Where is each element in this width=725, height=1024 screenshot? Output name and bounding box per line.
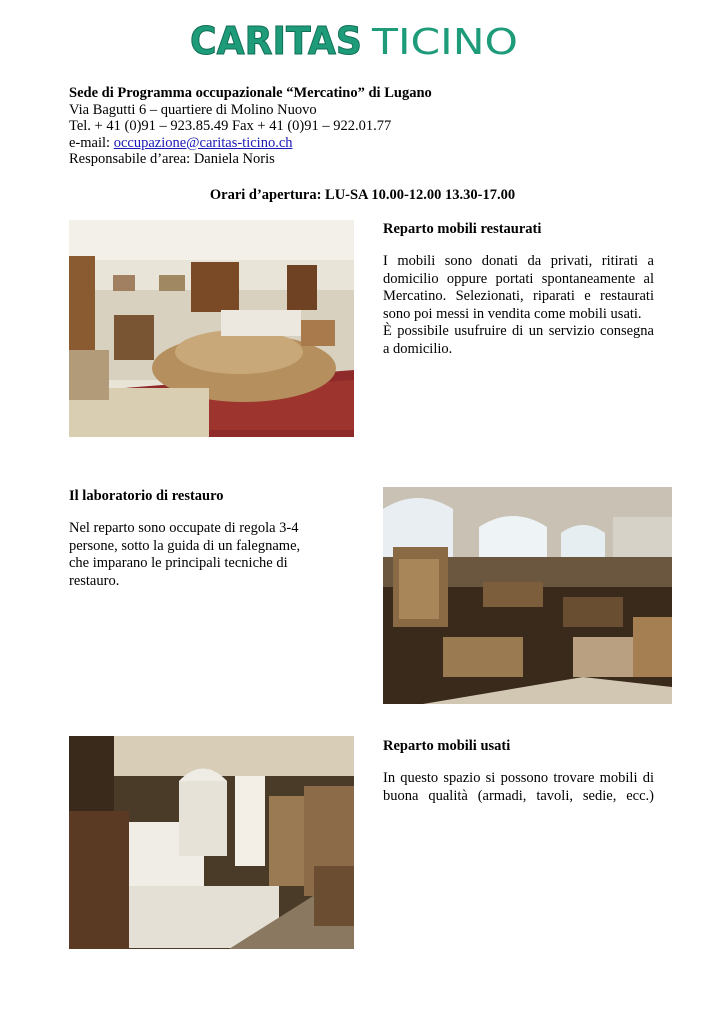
svg-text:TICINO: TICINO [370,22,518,62]
section1-text [383,253,654,358]
section1-line: domicilio oppure portati spontaneamente al [383,270,654,287]
office-title: Sede di Programma occupazionale “Mercatino” di Lugano [69,85,432,101]
email-label: e-mail: [69,134,114,151]
section3-text [383,770,654,805]
address: Via Bagutti 6 – quartiere di Molino Nuovo [69,101,317,118]
section1-line: Mercatino. Selezionati, riparati e restaurati [383,288,654,304]
section2-text [69,520,319,590]
svg-text:CARITAS: CARITAS [190,20,362,62]
section2-title: Il laboratorio di restauro [69,488,224,504]
section2-line: persone, sotto la guida di un falegname, [69,537,301,554]
contact-block [69,85,629,168]
section2-line: che imparano le principali tecniche di [69,555,288,571]
section2-line: restauro. [69,572,120,589]
section1-line: I mobili sono donati da privati, ritirati a [383,253,654,269]
section3-title: Reparto mobili usati [383,738,511,754]
phone-fax: Tel. + 41 (0)91 – 923.85.49 Fax + 41 (0)91 – 922.01.77 [69,118,392,134]
email-line [69,135,629,152]
section2-line: Nel reparto sono occupate di regola 3-4 [69,520,299,536]
area-manager: Responsabile d’area: Daniela Noris [69,151,275,167]
restored-furniture-photo [69,220,354,437]
section3-line: buona qualità (armadi, tavoli, sedie, ecc.) [383,787,654,804]
section1-line: a domicilio. [383,340,453,357]
section3-line: In questo spazio si possono trovare mobili di [383,770,654,786]
section1-line: È possibile usufruire di un servizio consegna [383,323,654,339]
section1-title: Reparto mobili restaurati [383,221,542,237]
email-link[interactable]: occupazione@caritas-ticino.ch [113,134,293,151]
workshop-photo [383,487,672,704]
caritas-ticino-logo [188,20,520,62]
used-furniture-photo [69,736,354,949]
opening-hours: Orari d’apertura: LU-SA 10.00-12.00 13.30-17.00 [209,187,516,203]
section1-line: sono poi messi in vendita come mobili usati. [383,305,642,322]
